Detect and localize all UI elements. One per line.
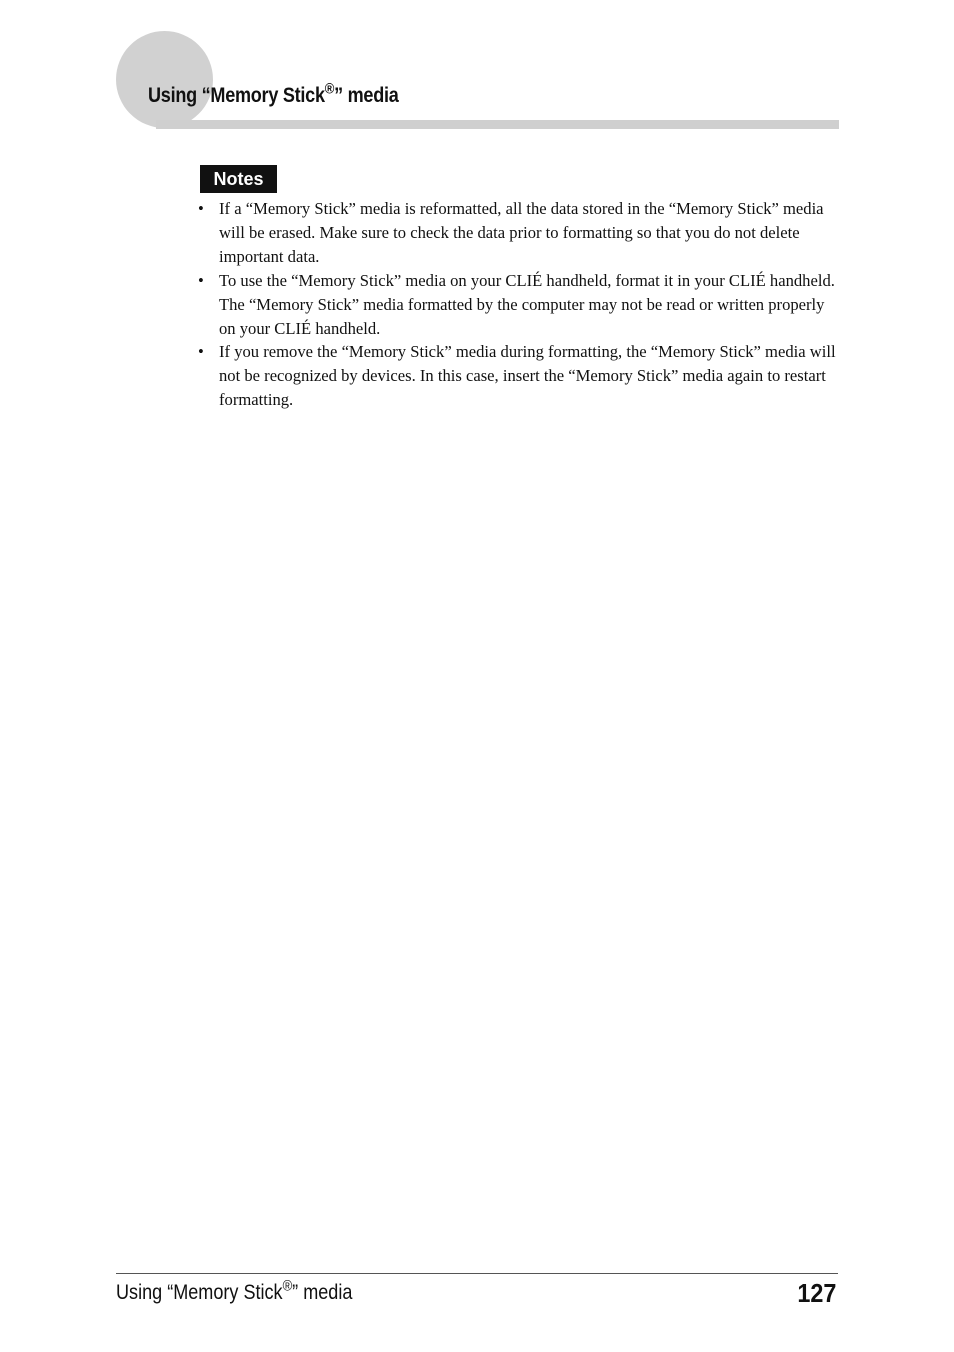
note-item	[198, 269, 838, 341]
footer-title-pre: Using “Memory Stick	[116, 1281, 283, 1304]
footer-registered-mark: ®	[282, 1277, 293, 1295]
note-text: If you remove the “Memory Stick” media during formatting, the “Memory Stick” media will not be recognized by devices. In this case, insert the “Memory Stick” media again to restart formatting.	[219, 342, 836, 410]
page-title	[148, 80, 399, 108]
footer-title-post: ” media	[292, 1281, 353, 1304]
note-text: If a “Memory Stick” media is reformatted, all the data stored in the “Memory Stick” media will be erased. Make sure to check the data prior to formatting so that you do not delete important data.	[219, 199, 824, 266]
page-number: 127	[796, 1278, 836, 1308]
notes-list	[198, 197, 838, 412]
bullet-icon: •	[198, 199, 204, 218]
registered-mark: ®	[324, 80, 335, 98]
bullet-icon: •	[198, 342, 204, 362]
footer-divider	[116, 1273, 838, 1274]
note-item	[198, 197, 838, 269]
header-circle-decoration	[116, 31, 213, 128]
page-title-pre: Using “Memory Stick	[148, 84, 325, 107]
notes-label: Notes	[200, 165, 277, 193]
header-bar-decoration	[156, 120, 839, 129]
note-item	[198, 340, 838, 412]
note-text: To use the “Memory Stick” media on your CLIÉ handheld, format it in your CLIÉ handheld. The “Memory Stick” media formatted by the computer may not be read or written properly on your CLIÉ handheld.	[219, 270, 835, 338]
page-title-post: ” media	[334, 84, 399, 107]
bullet-icon: •	[198, 270, 204, 290]
footer-section-title	[116, 1277, 353, 1305]
